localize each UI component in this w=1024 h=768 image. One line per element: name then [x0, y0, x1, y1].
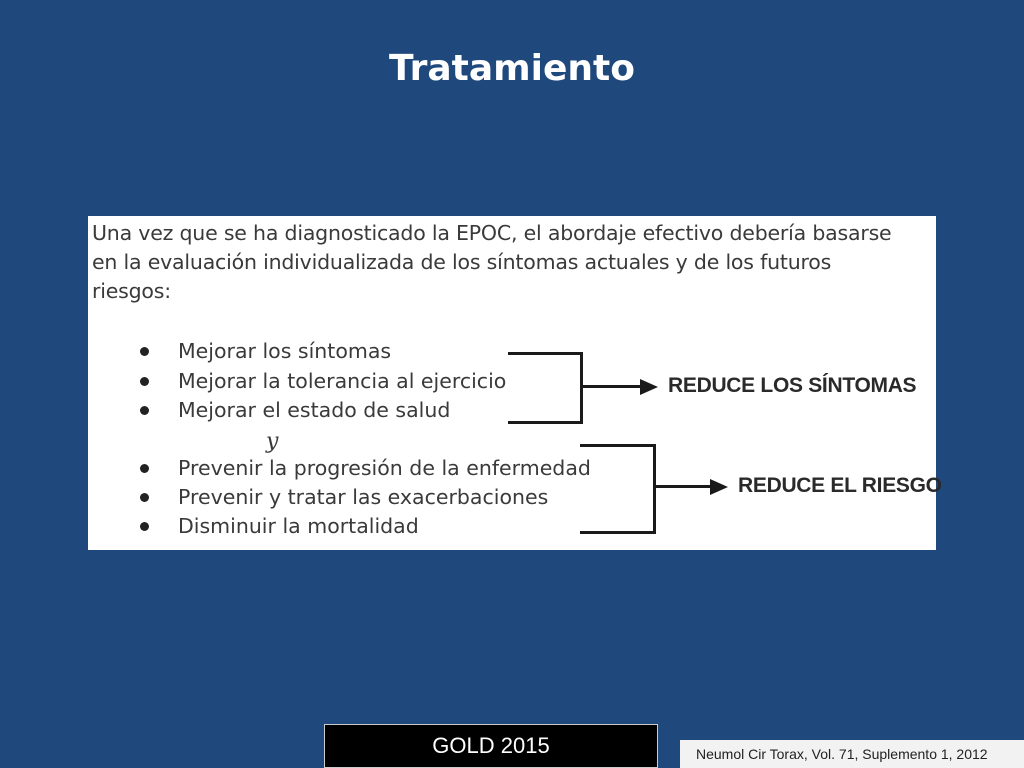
outcome-reduce-symptoms: REDUCE LOS SÍNTOMAS	[668, 374, 917, 397]
bullet-icon	[140, 377, 149, 386]
bracket-risk	[580, 444, 656, 534]
arrow-line-risk	[655, 485, 713, 488]
bullet-item-improve-symptoms	[178, 338, 391, 364]
arrow-line-symptoms	[582, 385, 642, 388]
bullet-text: Mejorar los síntomas	[178, 339, 392, 363]
intro-paragraph: Una vez que se ha diagnosticado la EPOC, el abordaje efectivo debería basarse en la evaluación individualizada de los síntomas actuales y de los futuros riesgos:	[92, 221, 892, 303]
bullet-item-improve-health-status	[178, 397, 450, 423]
arrow-right-icon	[710, 479, 728, 495]
bullet-icon	[140, 406, 149, 415]
content-panel	[88, 216, 942, 550]
citation-box: Neumol Cir Torax, Vol. 71, Suplemento 1, 2012	[680, 740, 1024, 768]
outcome-reduce-risk: REDUCE EL RIESGO	[738, 474, 942, 497]
bullet-text: Disminuir la mortalidad	[178, 514, 419, 538]
bullet-text: Prevenir la progresión de la enfermedad	[178, 456, 591, 480]
slide-title: Tratamiento	[389, 48, 635, 89]
bullet-text: Prevenir y tratar las exacerbaciones	[178, 485, 549, 509]
source-label-box: GOLD 2015	[324, 724, 658, 768]
bullet-icon	[140, 347, 149, 356]
bullet-item-improve-exercise-tolerance	[178, 368, 506, 394]
bullet-item-prevent-progression	[178, 455, 591, 481]
bullet-item-reduce-mortality	[178, 513, 419, 539]
bullet-icon	[140, 464, 149, 473]
connector-word: y	[266, 429, 279, 454]
bullet-text: Mejorar el estado de salud	[178, 398, 451, 422]
bracket-symptoms	[508, 352, 583, 424]
bullet-text: Mejorar la tolerancia al ejercicio	[178, 369, 507, 393]
bullet-icon	[140, 493, 149, 502]
bullet-item-prevent-exacerbations	[178, 484, 548, 510]
arrow-right-icon	[640, 379, 658, 395]
bullet-icon	[140, 522, 149, 531]
